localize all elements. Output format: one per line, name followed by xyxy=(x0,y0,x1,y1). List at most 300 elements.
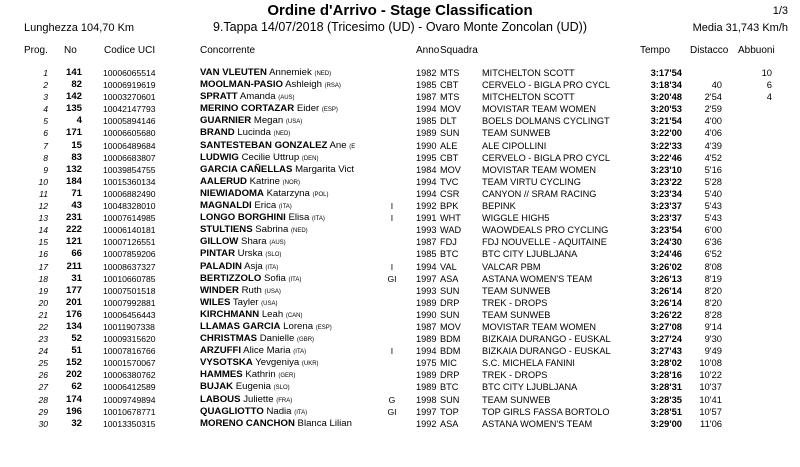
rider-nationality: (ITA) xyxy=(265,264,279,271)
rider-last-name: PINTAR xyxy=(200,248,235,260)
bib-number-cell: 66 xyxy=(71,248,82,260)
team-name-cell: TEAM SUNWEB xyxy=(482,309,551,320)
table-row xyxy=(0,127,800,139)
time-cell: 3:23'37 xyxy=(650,212,682,224)
uci-code-cell: 10009749894 xyxy=(103,394,156,405)
rider-first-name: Leah xyxy=(261,308,284,320)
gap-cell: 40 xyxy=(711,79,722,91)
position-cell: 19 xyxy=(38,285,48,296)
rider-last-name: BERTIZZOLO xyxy=(200,272,262,284)
bib-number-cell: 231 xyxy=(65,212,82,224)
rider-last-name: LLAMAS GARCIA xyxy=(200,320,281,332)
bib-number-cell: 222 xyxy=(65,224,82,236)
gap-cell: 5'43 xyxy=(704,212,722,224)
team-code-cell: DRP xyxy=(440,370,460,381)
time-cell: 3:23'34 xyxy=(650,187,682,199)
rider-last-name: VYSOTSKA xyxy=(200,357,253,369)
time-cell: 3:22'33 xyxy=(650,139,682,151)
uci-code-cell: 10007859206 xyxy=(103,249,156,260)
rider-nationality: (ITA) xyxy=(288,276,302,283)
rider-last-name: MORENO CANCHON xyxy=(200,417,295,429)
time-cell: 3:21'54 xyxy=(650,115,682,127)
team-name-cell: TEAM VIRTU CYCLING xyxy=(482,176,581,187)
gap-cell: 8'28 xyxy=(704,308,722,320)
team-name-cell: MOVISTAR TEAM WOMEN xyxy=(482,164,596,175)
gap-cell: 2'54 xyxy=(704,91,722,103)
bib-number-cell: 32 xyxy=(71,417,82,429)
position-cell: 12 xyxy=(38,201,48,212)
birth-year-cell: 1992 xyxy=(416,418,437,429)
table-row xyxy=(0,248,800,260)
uci-code-cell: 10010678771 xyxy=(103,406,156,417)
birth-year-cell: 1994 xyxy=(416,104,437,115)
bib-number-cell: 202 xyxy=(65,369,82,381)
birth-year-cell: 1975 xyxy=(416,358,437,369)
team-name-cell: CANYON // SRAM RACING xyxy=(482,188,597,199)
table-row xyxy=(0,67,800,79)
gap-cell: 5'40 xyxy=(704,187,722,199)
team-name-cell: BTC CITY LJUBLJANA xyxy=(482,249,578,260)
rider-last-name: GUARNIER xyxy=(200,115,252,127)
birth-year-cell: 1993 xyxy=(416,285,437,296)
team-name-cell: ASTANA WOMEN'S TEAM xyxy=(482,273,593,284)
table-row xyxy=(0,297,800,309)
uci-code-cell: 10007816766 xyxy=(103,346,156,357)
rider-last-name: QUAGLIOTTO xyxy=(200,405,264,417)
uci-code-cell: 10006456443 xyxy=(103,309,156,320)
team-name-cell: VALCAR PBM xyxy=(482,261,541,272)
gap-cell: 4'39 xyxy=(704,139,722,151)
birth-year-cell: 1997 xyxy=(416,273,437,284)
uci-code-cell: 10048328010 xyxy=(103,201,156,212)
rider-nationality: (ESP) xyxy=(321,107,338,114)
col-no: No xyxy=(64,45,77,56)
rider-last-name: CHRISTMAS xyxy=(200,333,258,345)
rider-last-name: LONGO BORGHINI xyxy=(200,212,286,224)
rider-nationality: (RSA) xyxy=(324,83,341,90)
position-cell: 7 xyxy=(43,140,48,151)
rider-nationality: (NED) xyxy=(291,228,308,235)
gap-cell: 5'28 xyxy=(704,175,722,187)
bib-number-cell: 71 xyxy=(71,187,82,199)
time-cell: 3:22'00 xyxy=(650,127,682,139)
birth-year-cell: 1987 xyxy=(416,92,437,103)
stage-info: 9.Tappa 14/07/2018 (Tricesimo (UD) - Ovaro Monte Zoncolan (UD)) xyxy=(213,20,587,34)
team-name-cell: MITCHELTON SCOTT xyxy=(482,68,575,78)
position-cell: 29 xyxy=(38,406,48,417)
rider-first-name: Urska xyxy=(237,248,263,260)
rider-first-name: Danielle xyxy=(259,333,295,345)
rider-nationality: (ESP) xyxy=(315,324,332,331)
table-row xyxy=(0,261,800,273)
col-bonus: Abbuoni xyxy=(738,45,775,56)
bib-number-cell: 15 xyxy=(71,139,82,151)
rider-first-name: Shara xyxy=(241,236,267,248)
table-row xyxy=(0,188,800,200)
bib-number-cell: 201 xyxy=(65,296,82,308)
team-name-cell: MOVISTAR TEAM WOMEN xyxy=(482,104,596,115)
rider-nationality: (GBR) xyxy=(297,337,315,344)
rider-last-name: STULTIENS xyxy=(200,224,253,236)
team-code-cell: DLT xyxy=(440,116,457,127)
team-name-cell: BOELS DOLMANS CYCLINGT xyxy=(482,116,610,127)
position-cell: 21 xyxy=(38,309,48,320)
time-cell: 3:17'54 xyxy=(650,67,682,78)
category-marker-cell: I xyxy=(390,213,394,224)
time-cell: 3:26'14 xyxy=(650,296,682,308)
table-row xyxy=(0,394,800,406)
team-name-cell: TREK - DROPS xyxy=(482,297,548,308)
bib-number-cell: 52 xyxy=(71,333,82,345)
uci-code-cell: 10007614985 xyxy=(103,213,156,224)
uci-code-cell: 10006412589 xyxy=(103,382,156,393)
bib-number-cell: 43 xyxy=(71,200,82,212)
position-cell: 27 xyxy=(38,382,48,393)
bib-number-cell: 141 xyxy=(65,67,82,78)
gap-cell: 10'22 xyxy=(699,369,722,381)
birth-year-cell: 1987 xyxy=(416,321,437,332)
rider-first-name: Nadia xyxy=(266,405,292,417)
uci-code-cell: 10006919619 xyxy=(103,80,156,91)
birth-year-cell: 1982 xyxy=(416,68,437,78)
rider-nationality: (ITA) xyxy=(294,409,308,416)
position-cell: 16 xyxy=(38,249,48,260)
rider-nationality: (AUS) xyxy=(278,95,295,102)
bib-number-cell: 62 xyxy=(71,381,82,393)
rider-last-name: MERINO CORTAZAR xyxy=(200,103,295,115)
time-cell: 3:23'37 xyxy=(650,200,682,212)
position-cell: 30 xyxy=(38,418,48,429)
table-row xyxy=(0,345,800,357)
table-row xyxy=(0,224,800,236)
time-cell: 3:22'46 xyxy=(650,151,682,163)
birth-year-cell: 1990 xyxy=(416,140,437,151)
time-cell: 3:26'02 xyxy=(650,260,682,272)
team-code-cell: SUN xyxy=(440,394,460,405)
position-cell: 9 xyxy=(43,164,48,175)
gap-cell: 4'00 xyxy=(704,115,722,127)
table-row xyxy=(0,115,800,127)
rider-first-name: Yevgeniya xyxy=(255,357,300,369)
time-cell: 3:24'30 xyxy=(650,236,682,248)
birth-year-cell: 1998 xyxy=(416,394,437,405)
birth-year-cell: 1985 xyxy=(416,249,437,260)
col-rider: Concorrente xyxy=(200,45,256,56)
team-code-cell: BDM xyxy=(440,334,461,345)
rider-first-name: Amanda xyxy=(239,91,276,103)
team-code-cell: DRP xyxy=(440,297,460,308)
team-name-cell: S.C. MICHELA FANINI xyxy=(482,358,575,369)
team-code-cell: ALE xyxy=(440,140,458,151)
table-row xyxy=(0,369,800,381)
team-code-cell: MOV xyxy=(440,104,461,115)
rider-first-name: Elisa xyxy=(288,212,310,224)
uci-code-cell: 10005894146 xyxy=(103,116,156,127)
uci-code-cell: 10011907338 xyxy=(103,321,155,332)
rider-nationality: (E xyxy=(349,143,356,150)
rider-first-name: Katrine xyxy=(249,175,280,187)
uci-code-cell: 10015360134 xyxy=(103,176,156,187)
table-row xyxy=(0,357,800,369)
rider-nationality: (USA) xyxy=(264,288,281,295)
gap-cell: 10'41 xyxy=(699,393,722,405)
time-cell: 3:24'46 xyxy=(650,248,682,260)
rider-first-name: Ane xyxy=(329,139,347,151)
bib-number-cell: 31 xyxy=(71,272,82,284)
gap-cell: 6'52 xyxy=(704,248,722,260)
rider-nationality: (NOR) xyxy=(282,179,300,186)
table-row xyxy=(0,309,800,321)
rider-nationality: (UKR) xyxy=(301,361,319,368)
team-code-cell: MIC xyxy=(440,358,457,369)
rider-first-name: Alice Maria xyxy=(243,345,291,357)
uci-code-cell: 10013350315 xyxy=(103,418,156,429)
position-cell: 4 xyxy=(43,104,48,115)
uci-code-cell: 10008637327 xyxy=(103,261,156,272)
team-name-cell: BIZKAIA DURANGO - EUSKAL xyxy=(482,346,611,357)
bonus-cell: 6 xyxy=(766,79,772,91)
gap-cell: 2'59 xyxy=(704,103,722,115)
rider-last-name: MAGNALDI xyxy=(200,200,252,212)
rider-first-name: Katarzyna xyxy=(266,187,310,199)
team-code-cell: ASA xyxy=(440,418,459,429)
team-name-cell: WIGGLE HIGH5 xyxy=(482,213,550,224)
team-code-cell: CBT xyxy=(440,152,459,163)
uci-code-cell: 10006065514 xyxy=(103,68,156,78)
uci-code-cell: 10006380762 xyxy=(103,370,156,381)
birth-year-cell: 1995 xyxy=(416,152,437,163)
uci-code-cell: 10006882490 xyxy=(103,188,156,199)
bib-number-cell: 82 xyxy=(71,79,82,91)
time-cell: 3:23'54 xyxy=(650,224,682,236)
uci-code-cell: 10007126551 xyxy=(103,237,156,248)
birth-year-cell: 1993 xyxy=(416,225,437,236)
bib-number-cell: 134 xyxy=(65,320,82,332)
rider-first-name: Lucinda xyxy=(237,127,271,139)
rider-last-name: AALERUD xyxy=(200,175,247,187)
table-row xyxy=(0,164,800,176)
birth-year-cell: 1994 xyxy=(416,346,437,357)
birth-year-cell: 1989 xyxy=(416,370,437,381)
rider-nationality: (SLO) xyxy=(273,385,290,392)
bib-number-cell: 51 xyxy=(71,345,82,357)
rider-last-name: MOOLMAN-PASIO xyxy=(200,79,283,91)
rider-last-name: ARZUFFI xyxy=(200,345,242,357)
rider-nationality: (POL) xyxy=(312,191,329,198)
gap-cell: 8'19 xyxy=(704,272,722,284)
rider-nationality: (SLO) xyxy=(265,252,282,259)
bib-number-cell: 176 xyxy=(65,308,82,320)
time-cell: 3:23'10 xyxy=(650,163,682,175)
rider-last-name: PALADIN xyxy=(200,260,242,272)
position-cell: 20 xyxy=(38,297,48,308)
page-title: Ordine d'Arrivo - Stage Classification xyxy=(267,2,533,19)
position-cell: 17 xyxy=(38,261,48,272)
uci-code-cell: 10006683807 xyxy=(103,152,156,163)
bib-number-cell: 142 xyxy=(65,91,82,103)
position-cell: 3 xyxy=(43,92,48,103)
rider-first-name: Ruth xyxy=(241,284,262,296)
category-marker-cell: G xyxy=(388,394,396,405)
uci-code-cell: 10001570067 xyxy=(103,358,156,369)
team-name-cell: MITCHELTON SCOTT xyxy=(482,92,575,103)
category-marker-cell: I xyxy=(390,261,394,272)
time-cell: 3:28'31 xyxy=(650,381,682,393)
birth-year-cell: 1997 xyxy=(416,406,437,417)
team-name-cell: CERVELO - BIGLA PRO CYCL xyxy=(482,152,610,163)
table-row xyxy=(0,79,800,91)
uci-code-cell: 10007992881 xyxy=(103,297,156,308)
team-code-cell: MTS xyxy=(440,68,460,78)
team-name-cell: TEAM SUNWEB xyxy=(482,128,551,139)
rider-first-name: Annemiek xyxy=(269,67,312,78)
table-row xyxy=(0,381,800,393)
birth-year-cell: 1989 xyxy=(416,382,437,393)
birth-year-cell: 1992 xyxy=(416,201,437,212)
team-name-cell: MOVISTAR TEAM WOMEN xyxy=(482,321,596,332)
rider-last-name: SANTESTEBAN GONZALEZ xyxy=(200,139,328,151)
team-code-cell: CBT xyxy=(440,80,459,91)
team-code-cell: SUN xyxy=(440,309,460,320)
rider-name-cell xyxy=(200,418,352,431)
rider-first-name: Cecilie Uttrup xyxy=(241,151,300,163)
position-cell: 15 xyxy=(38,237,48,248)
category-marker-cell: GI xyxy=(387,406,397,417)
uci-code-cell: 10003270601 xyxy=(103,92,156,103)
gap-cell: 10'57 xyxy=(699,405,722,417)
team-code-cell: WHT xyxy=(440,213,461,224)
time-cell: 3:20'48 xyxy=(650,91,682,103)
time-cell: 3:26'14 xyxy=(650,284,682,296)
team-name-cell: TOP GIRLS FASSA BORTOLO xyxy=(482,406,610,417)
gap-cell: 9'14 xyxy=(704,320,722,332)
table-row xyxy=(0,200,800,212)
gap-cell: 4'52 xyxy=(704,151,722,163)
position-cell: 11 xyxy=(39,188,48,199)
category-marker-cell: I xyxy=(390,201,394,212)
bib-number-cell: 4 xyxy=(76,115,82,127)
category-marker-cell: I xyxy=(390,346,394,357)
position-cell: 8 xyxy=(43,152,48,163)
team-name-cell: CERVELO - BIGLA PRO CYCL xyxy=(482,80,610,91)
rider-nationality: (CAN) xyxy=(285,312,303,319)
rider-last-name: WILES xyxy=(200,296,231,308)
table-row xyxy=(0,103,800,115)
team-code-cell: WAD xyxy=(440,225,462,236)
table-row xyxy=(0,273,800,285)
bib-number-cell: 83 xyxy=(71,151,82,163)
rider-first-name: Sabrina xyxy=(255,224,289,236)
rider-last-name: SPRATT xyxy=(200,91,238,103)
position-cell: 13 xyxy=(38,213,48,224)
time-cell: 3:27'24 xyxy=(650,333,682,345)
time-cell: 3:23'22 xyxy=(650,175,682,187)
position-cell: 10 xyxy=(38,176,48,187)
gap-cell: 6'36 xyxy=(704,236,722,248)
position-cell: 24 xyxy=(38,346,48,357)
rider-first-name: Lorena xyxy=(283,320,314,332)
rider-last-name: BUJAK xyxy=(200,381,234,393)
rider-nationality: (DEN) xyxy=(301,155,319,162)
time-cell: 3:28'51 xyxy=(650,405,682,417)
team-name-cell: BIZKAIA DURANGO - EUSKAL xyxy=(482,334,611,345)
position-cell: 2 xyxy=(43,80,48,91)
time-cell: 3:20'53 xyxy=(650,103,682,115)
gap-cell: 5'16 xyxy=(704,163,722,175)
col-time: Tempo xyxy=(640,45,671,56)
category-marker-cell: GI xyxy=(387,273,397,284)
table-row xyxy=(0,91,800,103)
uci-code-cell: 10010660785 xyxy=(103,273,156,284)
rider-first-name: Eugenia xyxy=(235,381,271,393)
time-cell: 3:27'08 xyxy=(650,320,682,332)
bib-number-cell: 184 xyxy=(65,175,82,187)
team-name-cell: ALE CIPOLLINI xyxy=(482,140,547,151)
rider-last-name: VAN VLEUTEN xyxy=(200,67,267,78)
team-code-cell: BDM xyxy=(440,346,461,357)
uci-code-cell: 10006489684 xyxy=(103,140,156,151)
team-code-cell: MTS xyxy=(440,92,460,103)
race-length: Lunghezza 104,70 Km xyxy=(24,22,135,34)
bib-number-cell: 196 xyxy=(65,405,82,417)
rider-last-name: LABOUS xyxy=(200,393,241,405)
birth-year-cell: 1985 xyxy=(416,80,437,91)
position-cell: 6 xyxy=(43,128,48,139)
team-code-cell: MOV xyxy=(440,321,461,332)
uci-code-cell: 10006140181 xyxy=(103,225,156,236)
col-gap: Distacco xyxy=(690,45,729,56)
rider-first-name: Eider xyxy=(296,103,320,115)
birth-year-cell: 1989 xyxy=(416,297,437,308)
team-code-cell: ASA xyxy=(440,273,459,284)
gap-cell: 10'37 xyxy=(699,381,722,393)
gap-cell: 9'30 xyxy=(704,333,722,345)
team-code-cell: MOV xyxy=(440,164,461,175)
time-cell: 3:26'22 xyxy=(650,308,682,320)
team-name-cell: FDJ NOUVELLE - AQUITAINE xyxy=(482,237,607,248)
table-row xyxy=(0,212,800,224)
bonus-cell: 10 xyxy=(761,67,772,78)
gap-cell: 5'43 xyxy=(704,200,722,212)
rider-nationality: (NED) xyxy=(273,131,291,138)
gap-cell: 8'20 xyxy=(704,284,722,296)
team-code-cell: BPK xyxy=(440,201,459,212)
position-cell: 23 xyxy=(38,334,48,345)
team-code-cell: TVC xyxy=(440,176,459,187)
birth-year-cell: 1994 xyxy=(416,261,437,272)
team-name-cell: TREK - DROPS xyxy=(482,370,548,381)
gap-cell: 8'08 xyxy=(704,260,722,272)
time-cell: 3:26'13 xyxy=(650,272,682,284)
col-year: Anno xyxy=(416,45,440,56)
rider-nationality: (AUS) xyxy=(269,240,286,247)
rider-last-name: HAMMES xyxy=(200,369,243,381)
rider-nationality: (ITA) xyxy=(278,204,292,211)
table-row xyxy=(0,152,800,164)
time-cell: 3:28'02 xyxy=(650,357,682,369)
position-cell: 18 xyxy=(38,273,48,284)
team-code-cell: TOP xyxy=(440,406,459,417)
birth-year-cell: 1989 xyxy=(416,334,437,345)
birth-year-cell: 1994 xyxy=(416,176,437,187)
average-speed: Media 31,743 Km/h xyxy=(692,22,788,34)
rider-last-name: KIRCHMANN xyxy=(200,308,260,320)
bib-number-cell: 132 xyxy=(65,163,82,175)
birth-year-cell: 1990 xyxy=(416,309,437,320)
rider-first-name: Margarita Vict xyxy=(295,163,355,175)
birth-year-cell: 1987 xyxy=(416,237,437,248)
bib-number-cell: 121 xyxy=(65,236,82,248)
